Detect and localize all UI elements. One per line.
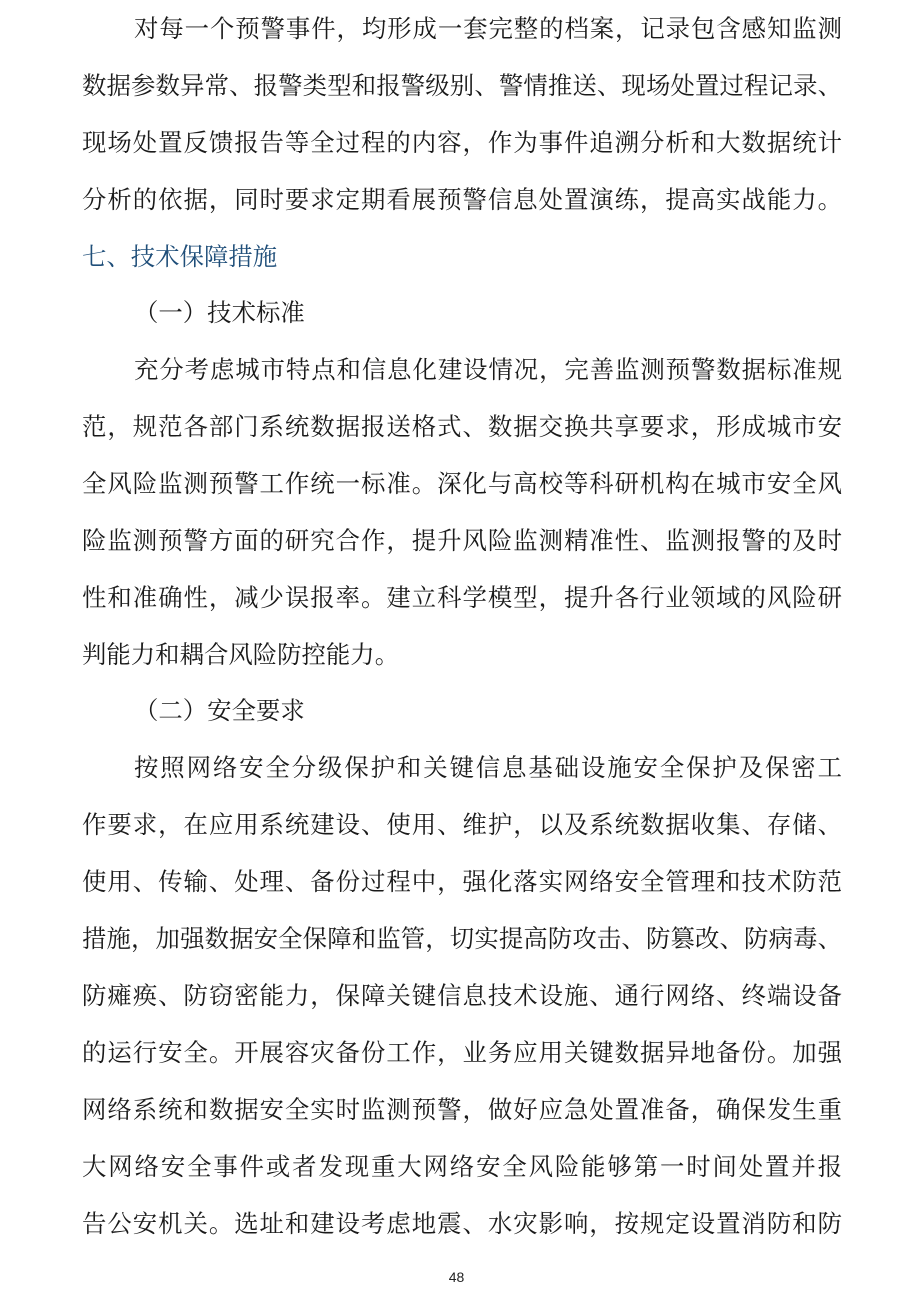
paragraph-line: 分析的依据，同时要求定期看展预警信息处置演练，提高实战能力。 <box>82 185 842 214</box>
section-heading: 七、技术保障措施 <box>82 242 278 271</box>
paragraph-line: 现场处置反馈报告等全过程的内容，作为事件追溯分析和大数据统计 <box>82 128 842 157</box>
paragraph-line: 判能力和耦合风险防控能力。 <box>82 640 400 669</box>
paragraph-line: 的运行安全。开展容灾备份工作，业务应用关键数据异地备份。加强 <box>82 1038 842 1067</box>
paragraph-line: 使用、传输、处理、备份过程中，强化落实网络安全管理和技术防范 <box>82 867 842 896</box>
paragraph-line: 数据参数异常、报警类型和报警级别、警情推送、现场处置过程记录、 <box>82 71 842 100</box>
subsection-heading: （一）技术标准 <box>134 298 305 327</box>
page-number: 48 <box>448 1269 465 1285</box>
paragraph-line: 范，规范各部门系统数据报送格式、数据交换共享要求，形成城市安 <box>82 412 842 441</box>
paragraph-line: 告公安机关。选址和建设考虑地震、水灾影响，按规定设置消防和防 <box>82 1209 842 1238</box>
paragraph-line: 险监测预警方面的研究合作，提升风险监测精准性、监测报警的及时 <box>82 526 842 555</box>
paragraph-line: 网络系统和数据安全实时监测预警，做好应急处置准备，确保发生重 <box>82 1095 842 1124</box>
paragraph-line: 充分考虑城市特点和信息化建设情况，完善监测预警数据标准规 <box>134 355 842 384</box>
paragraph-line: 性和准确性，减少误报率。建立科学模型，提升各行业领域的风险研 <box>82 583 842 612</box>
subsection-heading: （二）安全要求 <box>134 696 305 725</box>
paragraph-line: 防瘫痪、防窃密能力，保障关键信息技术设施、通行网络、终端设备 <box>82 981 842 1010</box>
paragraph-line: 对每一个预警事件，均形成一套完整的档案，记录包含感知监测 <box>134 14 842 43</box>
paragraph-line: 措施，加强数据安全保障和监管，切实提高防攻击、防篡改、防病毒、 <box>82 924 842 953</box>
paragraph-line: 大网络安全事件或者发现重大网络安全风险能够第一时间处置并报 <box>82 1152 842 1181</box>
paragraph-line: 全风险监测预警工作统一标准。深化与高校等科研机构在城市安全风 <box>82 469 842 498</box>
paragraph-line: 按照网络安全分级保护和关键信息基础设施安全保护及保密工 <box>134 753 842 782</box>
paragraph-line: 作要求，在应用系统建设、使用、维护，以及系统数据收集、存储、 <box>82 810 842 839</box>
